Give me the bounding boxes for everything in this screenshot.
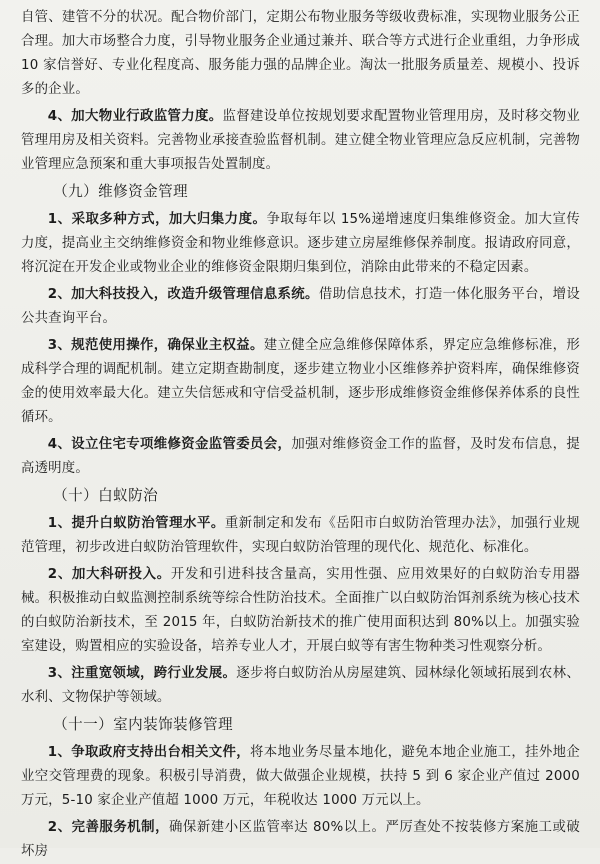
paragraph [21, 334, 580, 430]
paragraph [21, 208, 580, 280]
paragraph-text: 争取每年以 15%递增速度归集维修资金。加大宣传力度，提高业主交纳维修资金和物业维修意识。逐步建立房屋维修保养制度。报请政府同意，将沉淀在开发企业或物业企业的维修资金限期归集到位，消除由此带来的不稳定因素。 [21, 212, 580, 275]
paragraph-lead: 1、采取多种方式，加大归集力度。 [47, 212, 267, 227]
section-heading: （九）维修资金管理 [53, 183, 189, 200]
document-body [21, 6, 580, 864]
paragraph [21, 741, 580, 813]
paragraph-text: 加强对维修资金工作的监督，及时发布信息，提高透明度。 [21, 437, 580, 476]
paragraph-lead: 4、设立住宅专项维修资金监管委员会， [47, 437, 292, 452]
paragraph-text: 逐步将白蚁防治从房屋建筑、园林绿化领域拓展到农林、水利、文物保护等领域。 [21, 666, 580, 705]
paragraph-lead: 1、争取政府支持出台相关文件， [47, 745, 251, 760]
paragraph-lead: 3、注重宽领域，跨行业发展。 [47, 666, 237, 681]
paragraph-lead: 4、加大物业行政监管力度。 [47, 109, 223, 124]
paragraph-lead: 1、提升白蚁防治管理水平。 [47, 516, 225, 531]
paragraph-text: 将本地业务尽量本地化，避免本地企业施工，挂外地企业空交管理费的现象。积极引导消费，做大做强企业规模，扶持 5 到 6 家企业产值过 2000 万元，5-10 家企业产值超 1000 万元，年税收达 1000 万元以上。 [21, 745, 580, 808]
paragraph-text: 借助信息技术，打造一体化服务平台，增设公共查询平台。 [21, 287, 580, 326]
paragraph-text: 开发和引进科技含量高，实用性强、应用效果好的白蚁防治专用器械。积极推动白蚁监测控制系统等综合性防治技术。全面推广以白蚁防治饵剂系统为核心技术的白蚁防治新技术，至 2015 年，白蚁防治新技术的推广使用面积达到 80%以上。加强实验室建设，购置相应的实验设备，培养专业人才，开展白蚁等有害生物种类习性观察分析。 [21, 567, 580, 654]
paragraph [21, 512, 580, 560]
paragraph [21, 816, 580, 864]
paragraph-text: 确保新建小区监管率达 80%以上。严厉查处不按装修方案施工或破坏房 [21, 820, 581, 859]
paragraph-lead: 3、规范使用操作，确保业主权益。 [47, 338, 264, 353]
paragraph-text: 建立健全应急维修保障体系，界定应急维修标准，形成科学合理的调配机制。建立定期查勘制度，逐步建立物业小区维修养护资料库，确保维修资金的使用效率最大化。建立失信惩戒和守信受益机制，逐步形成维修资金维修保养体系的良性循环。 [21, 338, 580, 425]
paragraph [21, 563, 580, 659]
paragraph-text: 重新制定和发布《岳阳市白蚁防治管理办法》，加强行业规范管理，初步改进白蚁防治管理软件，实现白蚁防治管理的现代化、规范化、标准化。 [21, 516, 580, 555]
paragraph-lead: 2、加大科技投入，改造升级管理信息系统。 [47, 287, 319, 302]
paragraph [21, 283, 580, 331]
paragraph [21, 105, 580, 177]
paragraph-lead: 2、加大科研投入。 [47, 567, 171, 582]
paragraph [21, 433, 580, 481]
paragraph-continuation [21, 6, 580, 102]
paragraph-text: 自管、建管不分的状况。配合物价部门，定期公布物业服务等级收费标准，实现物业服务公正合理。加大市场整合力度，引导物业服务企业通过兼并、联合等方式进行企业重组，力争形成 10 家信誉好、专业化程度高、服务能力强的品牌企业。淘汰一批服务质量差、规模小、投诉多的企业。 [21, 10, 580, 97]
paragraph [21, 662, 580, 710]
section-heading: （十）白蚁防治 [53, 487, 159, 504]
paragraph-text: 监督建设单位按规划要求配置物业管理用房，及时移交物业管理用房及相关资料。完善物业承接查验监督机制。建立健全物业管理应急反应机制，完善物业管理应急预案和重大事项报告处置制度。 [21, 109, 581, 172]
section-heading: （十一）室内装饰装修管理 [53, 716, 234, 733]
paragraph-lead: 2、完善服务机制， [47, 820, 170, 835]
